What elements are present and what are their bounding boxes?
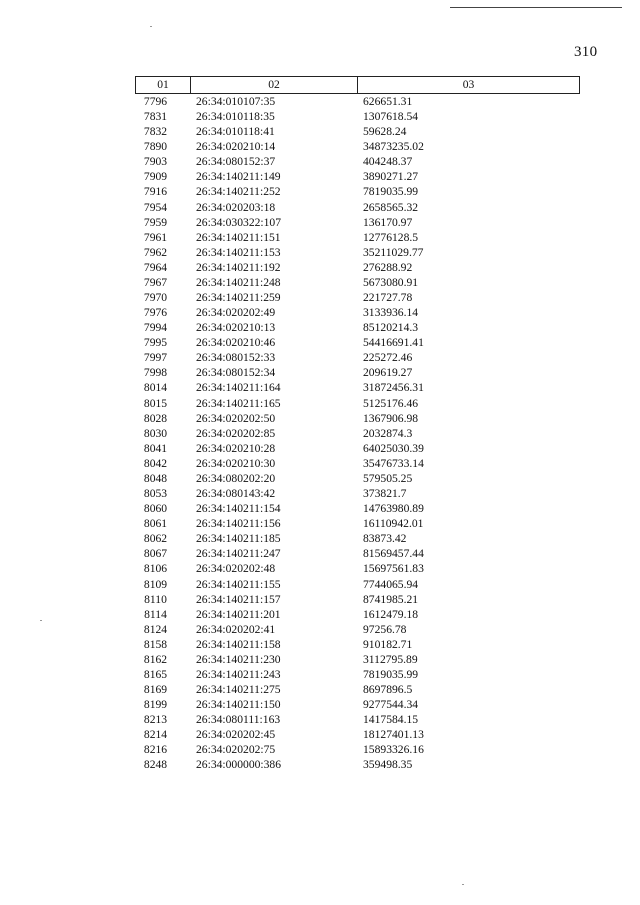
value-cell: 404248.37 xyxy=(363,155,413,169)
value-cell: 35476733.14 xyxy=(363,456,424,470)
table-row xyxy=(135,577,580,592)
value-cell: 54416691.41 xyxy=(363,336,424,350)
cadastral-number-cell: 26:34:020202:85 xyxy=(196,426,276,440)
cadastral-number-cell: 26:34:080152:34 xyxy=(196,366,276,380)
table-row xyxy=(135,335,580,350)
cadastral-number-cell: 26:34:010107:35 xyxy=(196,95,276,108)
value-cell: 34873235.02 xyxy=(363,140,424,154)
row-id-cell: 8030 xyxy=(143,426,168,440)
row-id-cell: 8015 xyxy=(143,396,168,410)
table-row xyxy=(135,471,580,486)
row-id-cell: 8048 xyxy=(143,471,168,485)
value-cell: 225272.46 xyxy=(363,351,413,365)
cadastral-number-cell: 26:34:140211:153 xyxy=(196,245,281,259)
cadastral-number-cell: 26:34:010118:35 xyxy=(196,110,275,124)
table-row xyxy=(135,109,580,124)
table-row xyxy=(135,697,580,712)
cadastral-number-cell: 26:34:140211:165 xyxy=(196,396,281,410)
column-header-03: 03 xyxy=(462,78,475,91)
value-cell: 2032874.3 xyxy=(363,426,413,440)
table-row xyxy=(135,275,580,290)
row-id-cell: 7961 xyxy=(143,230,168,244)
table-row xyxy=(135,215,580,230)
data-table xyxy=(135,76,580,773)
value-cell: 579505.25 xyxy=(363,471,413,485)
cadastral-number-cell: 26:34:030322:107 xyxy=(196,215,282,229)
row-id-cell: 8169 xyxy=(143,683,168,697)
cadastral-number-cell: 26:34:140211:149 xyxy=(196,170,281,184)
cadastral-number-cell: 26:34:140211:201 xyxy=(196,607,281,621)
cadastral-number-cell: 26:34:140211:164 xyxy=(196,381,281,395)
table-row xyxy=(135,607,580,622)
cadastral-number-cell: 26:34:080152:33 xyxy=(196,351,276,365)
row-id-cell: 7796 xyxy=(143,95,168,108)
row-id-cell: 7959 xyxy=(143,215,168,229)
row-id-cell: 7890 xyxy=(143,140,168,154)
value-cell: 626651.31 xyxy=(363,95,413,108)
value-cell: 81569457.44 xyxy=(363,547,424,561)
table-row xyxy=(135,742,580,757)
cadastral-number-cell: 26:34:140211:192 xyxy=(196,260,281,274)
row-id-cell: 8248 xyxy=(143,758,168,772)
table-row xyxy=(135,682,580,697)
table-row xyxy=(135,124,580,139)
row-id-cell: 7967 xyxy=(143,275,168,289)
cadastral-number-cell: 26:34:140211:248 xyxy=(196,275,281,289)
row-id-cell: 8213 xyxy=(143,713,168,727)
row-id-cell: 7976 xyxy=(143,306,168,320)
row-id-cell: 8110 xyxy=(144,592,167,606)
table-row xyxy=(135,486,580,501)
value-cell: 7819035.99 xyxy=(363,667,419,681)
row-id-cell: 7964 xyxy=(143,260,168,274)
value-cell: 359498.35 xyxy=(363,758,413,772)
table-row xyxy=(135,290,580,305)
row-id-cell: 8162 xyxy=(143,652,168,666)
value-cell: 16110942.01 xyxy=(363,517,424,531)
row-id-cell: 7916 xyxy=(143,185,168,199)
table-row xyxy=(135,350,580,365)
table-row xyxy=(135,516,580,531)
row-id-cell: 8061 xyxy=(143,517,168,531)
value-cell: 1307618.54 xyxy=(363,110,419,124)
table-header xyxy=(135,76,580,94)
value-cell: 14763980.89 xyxy=(363,502,424,516)
value-cell: 373821.7 xyxy=(363,487,407,501)
cadastral-number-cell: 26:34:020202:48 xyxy=(196,562,276,576)
row-id-cell: 7997 xyxy=(143,351,168,365)
cadastral-number-cell: 26:34:020210:14 xyxy=(196,140,276,154)
row-id-cell: 8199 xyxy=(143,698,168,712)
value-cell: 209619.27 xyxy=(363,366,413,380)
value-cell: 3112795.89 xyxy=(363,652,418,666)
table-row xyxy=(135,622,580,637)
row-id-cell: 7954 xyxy=(143,200,168,214)
row-id-cell: 8042 xyxy=(143,456,168,470)
value-cell: 7819035.99 xyxy=(363,185,419,199)
value-cell: 8741985.21 xyxy=(363,592,419,606)
value-cell: 3133936.14 xyxy=(363,306,419,320)
value-cell: 35211029.77 xyxy=(363,245,424,259)
table-row xyxy=(135,411,580,426)
cadastral-number-cell: 26:34:140211:243 xyxy=(196,667,281,681)
table-row xyxy=(135,501,580,516)
table-row xyxy=(135,230,580,245)
value-cell: 1417584.15 xyxy=(363,713,419,727)
table-row xyxy=(135,441,580,456)
value-cell: 5125176.46 xyxy=(363,396,419,410)
value-cell: 2658565.32 xyxy=(363,200,419,214)
row-id-cell: 8124 xyxy=(143,622,168,636)
value-cell: 15697561.83 xyxy=(363,562,424,576)
row-id-cell: 7903 xyxy=(143,155,168,169)
cadastral-number-cell: 26:34:020210:46 xyxy=(196,336,276,350)
table-row xyxy=(135,396,580,411)
row-id-cell: 8053 xyxy=(143,487,168,501)
table-row xyxy=(135,260,580,275)
cadastral-number-cell: 26:34:140211:259 xyxy=(196,291,281,305)
cadastral-number-cell: 26:34:140211:275 xyxy=(196,683,281,697)
table-row xyxy=(135,154,580,169)
table-row xyxy=(135,712,580,727)
value-cell: 8697896.5 xyxy=(363,683,413,697)
cadastral-number-cell: 26:34:140211:185 xyxy=(196,532,281,546)
column-header-01: 01 xyxy=(136,77,191,93)
cadastral-number-cell: 26:34:020202:45 xyxy=(196,728,276,742)
value-cell: 59628.24 xyxy=(363,125,407,139)
row-id-cell: 7995 xyxy=(143,336,168,350)
cadastral-number-cell: 26:34:020210:28 xyxy=(196,441,276,455)
cadastral-number-cell: 26:34:020202:50 xyxy=(196,411,276,425)
table-row xyxy=(135,592,580,607)
value-cell: 64025030.39 xyxy=(363,441,424,455)
table-row xyxy=(135,305,580,320)
cadastral-number-cell: 26:34:140211:252 xyxy=(196,185,281,199)
cadastral-number-cell: 26:34:140211:157 xyxy=(196,592,281,606)
row-id-cell: 8028 xyxy=(143,411,168,425)
scan-speck xyxy=(40,620,42,621)
row-id-cell: 7970 xyxy=(143,291,168,305)
row-id-cell: 8060 xyxy=(143,502,168,516)
table-row xyxy=(135,546,580,561)
table-row xyxy=(135,652,580,667)
row-id-cell: 8041 xyxy=(143,441,168,455)
table-row xyxy=(135,94,580,109)
row-id-cell: 8067 xyxy=(143,547,168,561)
table-row xyxy=(135,426,580,441)
value-cell: 31872456.31 xyxy=(363,381,424,395)
cadastral-number-cell: 26:34:140211:247 xyxy=(196,547,281,561)
value-cell: 97256.78 xyxy=(363,622,407,636)
table-row xyxy=(135,200,580,215)
cadastral-number-cell: 26:34:020202:75 xyxy=(196,743,276,757)
table-row xyxy=(135,365,580,380)
row-id-cell: 8165 xyxy=(143,667,168,681)
table-row xyxy=(135,531,580,546)
row-id-cell: 8114 xyxy=(144,607,167,621)
row-id-cell: 8109 xyxy=(143,577,168,591)
value-cell: 5673080.91 xyxy=(363,275,419,289)
cadastral-number-cell: 26:34:140211:151 xyxy=(196,230,281,244)
column-header-02: 02 xyxy=(191,77,358,93)
row-id-cell: 8062 xyxy=(143,532,168,546)
table-row xyxy=(135,245,580,260)
cadastral-number-cell: 26:34:140211:156 xyxy=(196,517,281,531)
cadastral-number-cell: 26:34:140211:155 xyxy=(196,577,281,591)
row-id-cell: 7909 xyxy=(143,170,168,184)
value-cell: 15893326.16 xyxy=(363,743,424,757)
value-cell: 136170.97 xyxy=(363,215,413,229)
value-cell: 85120214.3 xyxy=(363,321,419,335)
row-id-cell: 7832 xyxy=(143,125,168,139)
table-row xyxy=(135,380,580,395)
scan-speck xyxy=(462,884,464,885)
row-id-cell: 8214 xyxy=(143,728,168,742)
cadastral-number-cell: 26:34:080202:20 xyxy=(196,471,276,485)
value-cell: 18127401.13 xyxy=(363,728,424,742)
table-row xyxy=(135,757,580,772)
row-id-cell: 8158 xyxy=(143,637,168,651)
value-cell: 1612479.18 xyxy=(363,607,419,621)
cadastral-number-cell: 26:34:010118:41 xyxy=(196,125,275,139)
cadastral-number-cell: 26:34:080152:37 xyxy=(196,155,276,169)
scan-speck xyxy=(150,26,152,27)
table-row xyxy=(135,727,580,742)
cadastral-number-cell: 26:34:000000:386 xyxy=(196,758,282,772)
value-cell: 221727.78 xyxy=(363,291,413,305)
table-body xyxy=(135,94,580,773)
table-row xyxy=(135,561,580,576)
table-row xyxy=(135,139,580,154)
value-cell: 276288.92 xyxy=(363,260,413,274)
value-cell: 7744065.94 xyxy=(363,577,419,591)
header-rule xyxy=(450,7,622,8)
table-row xyxy=(135,169,580,184)
cadastral-number-cell: 26:34:080111:163 xyxy=(196,713,281,727)
value-cell: 1367906.98 xyxy=(363,411,419,425)
cadastral-number-cell: 26:34:140211:150 xyxy=(196,698,281,712)
value-cell: 910182.71 xyxy=(363,637,413,651)
cadastral-number-cell: 26:34:140211:154 xyxy=(196,502,281,516)
cadastral-number-cell: 26:34:020203:18 xyxy=(196,200,276,214)
cadastral-number-cell: 26:34:020202:49 xyxy=(196,306,276,320)
page-number: 310 xyxy=(574,44,598,60)
cadastral-number-cell: 26:34:080143:42 xyxy=(196,487,276,501)
cadastral-number-cell: 26:34:140211:158 xyxy=(196,637,281,651)
table-row xyxy=(135,184,580,199)
value-cell: 3890271.27 xyxy=(363,170,419,184)
cadastral-number-cell: 26:34:140211:230 xyxy=(196,652,281,666)
row-id-cell: 7962 xyxy=(143,245,168,259)
row-id-cell: 8014 xyxy=(143,381,168,395)
row-id-cell: 8106 xyxy=(143,562,168,576)
table-row xyxy=(135,320,580,335)
cadastral-number-cell: 26:34:020210:13 xyxy=(196,321,276,335)
value-cell: 83873.42 xyxy=(363,532,407,546)
row-id-cell: 8216 xyxy=(143,743,168,757)
cadastral-number-cell: 26:34:020210:30 xyxy=(196,456,276,470)
cadastral-number-cell: 26:34:020202:41 xyxy=(196,622,276,636)
table-row xyxy=(135,456,580,471)
value-cell: 12776128.5 xyxy=(363,230,419,244)
row-id-cell: 7994 xyxy=(143,321,168,335)
table-row xyxy=(135,637,580,652)
table-row xyxy=(135,667,580,682)
row-id-cell: 7998 xyxy=(143,366,168,380)
value-cell: 9277544.34 xyxy=(363,698,419,712)
row-id-cell: 7831 xyxy=(143,110,168,124)
